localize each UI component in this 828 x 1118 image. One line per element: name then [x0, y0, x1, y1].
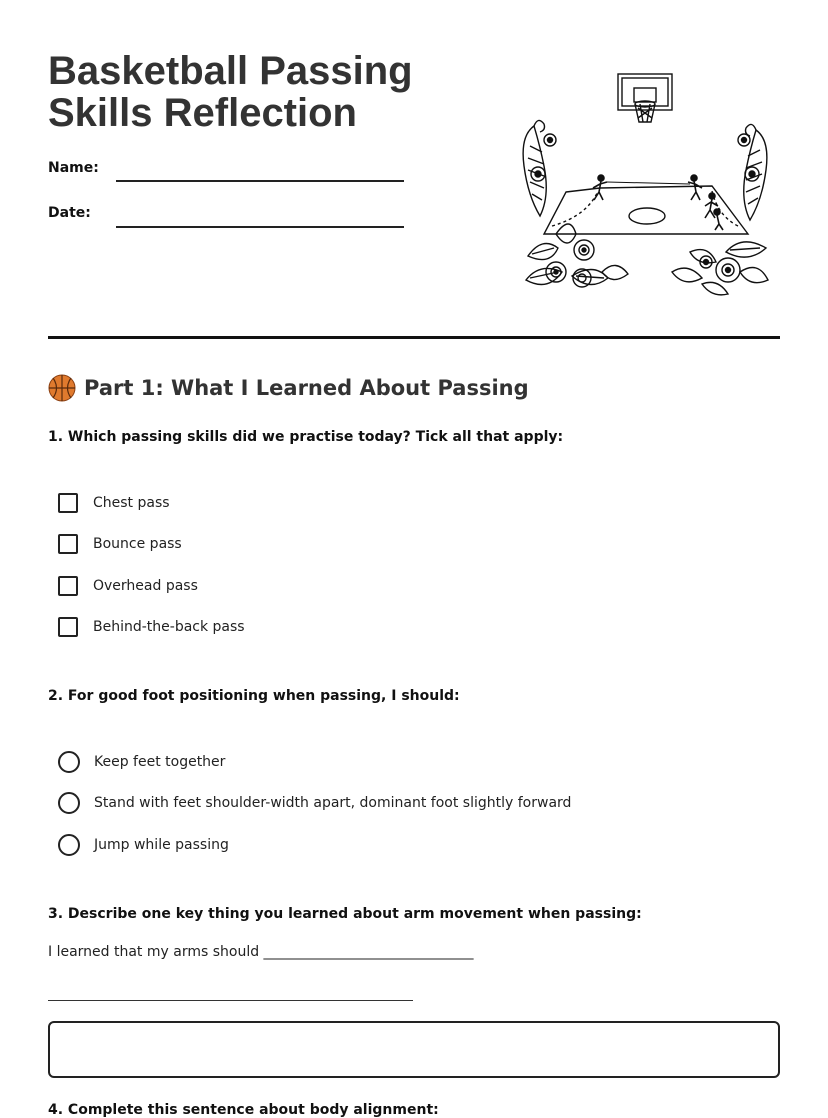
part1-heading-text: Part 1: What I Learned About Passing: [84, 376, 529, 400]
question-2: 2. For good foot positioning when passing, I should:: [48, 688, 460, 704]
checkbox[interactable]: [58, 534, 78, 554]
right-flower-decoration: [672, 242, 768, 295]
q3-answer-box[interactable]: [48, 1021, 780, 1078]
page-title: Basketball Passing Skills Reflection: [48, 49, 413, 135]
q2-option-feet-together[interactable]: [58, 750, 225, 774]
option-label: Stand with feet shoulder-width apart, dominant foot slightly forward: [94, 795, 572, 811]
left-paisley-decoration: [523, 120, 556, 216]
q3-answer-line[interactable]: [48, 1000, 413, 1001]
date-label: Date:: [48, 205, 91, 221]
q2-option-shoulder-width[interactable]: [58, 791, 571, 815]
radio-button[interactable]: [58, 792, 80, 814]
q1-option-chest-pass[interactable]: [58, 491, 170, 515]
option-label: Bounce pass: [93, 536, 182, 552]
hoop-icon: [618, 74, 672, 122]
question-1: 1. Which passing skills did we practise today? Tick all that apply:: [48, 429, 564, 445]
checkbox[interactable]: [58, 576, 78, 596]
option-label: Overhead pass: [93, 578, 198, 594]
q2-option-jump[interactable]: [58, 833, 229, 857]
option-label: Behind-the-back pass: [93, 619, 245, 635]
q1-option-behind-the-back-pass[interactable]: [58, 615, 245, 639]
q3-sentence: I learned that my arms should ______________________________: [48, 944, 474, 960]
checkbox[interactable]: [58, 493, 78, 513]
question-3: 3. Describe one key thing you learned about arm movement when passing:: [48, 906, 642, 922]
right-paisley-decoration: [738, 124, 767, 220]
section-divider: [48, 336, 780, 339]
part1-heading: [48, 374, 529, 402]
basketball-court-illustration: [512, 66, 778, 316]
question-4: 4. Complete this sentence about body alignment:: [48, 1102, 439, 1118]
date-field[interactable]: [116, 226, 404, 228]
radio-button[interactable]: [58, 834, 80, 856]
radio-button[interactable]: [58, 751, 80, 773]
option-label: Jump while passing: [94, 837, 229, 853]
option-label: Keep feet together: [94, 754, 226, 770]
name-label: Name:: [48, 160, 99, 176]
q1-option-overhead-pass[interactable]: [58, 574, 198, 598]
q1-option-bounce-pass[interactable]: [58, 532, 182, 556]
option-label: Chest pass: [93, 495, 170, 511]
checkbox[interactable]: [58, 617, 78, 637]
name-field[interactable]: [116, 180, 404, 182]
basketball-icon: [48, 374, 76, 402]
